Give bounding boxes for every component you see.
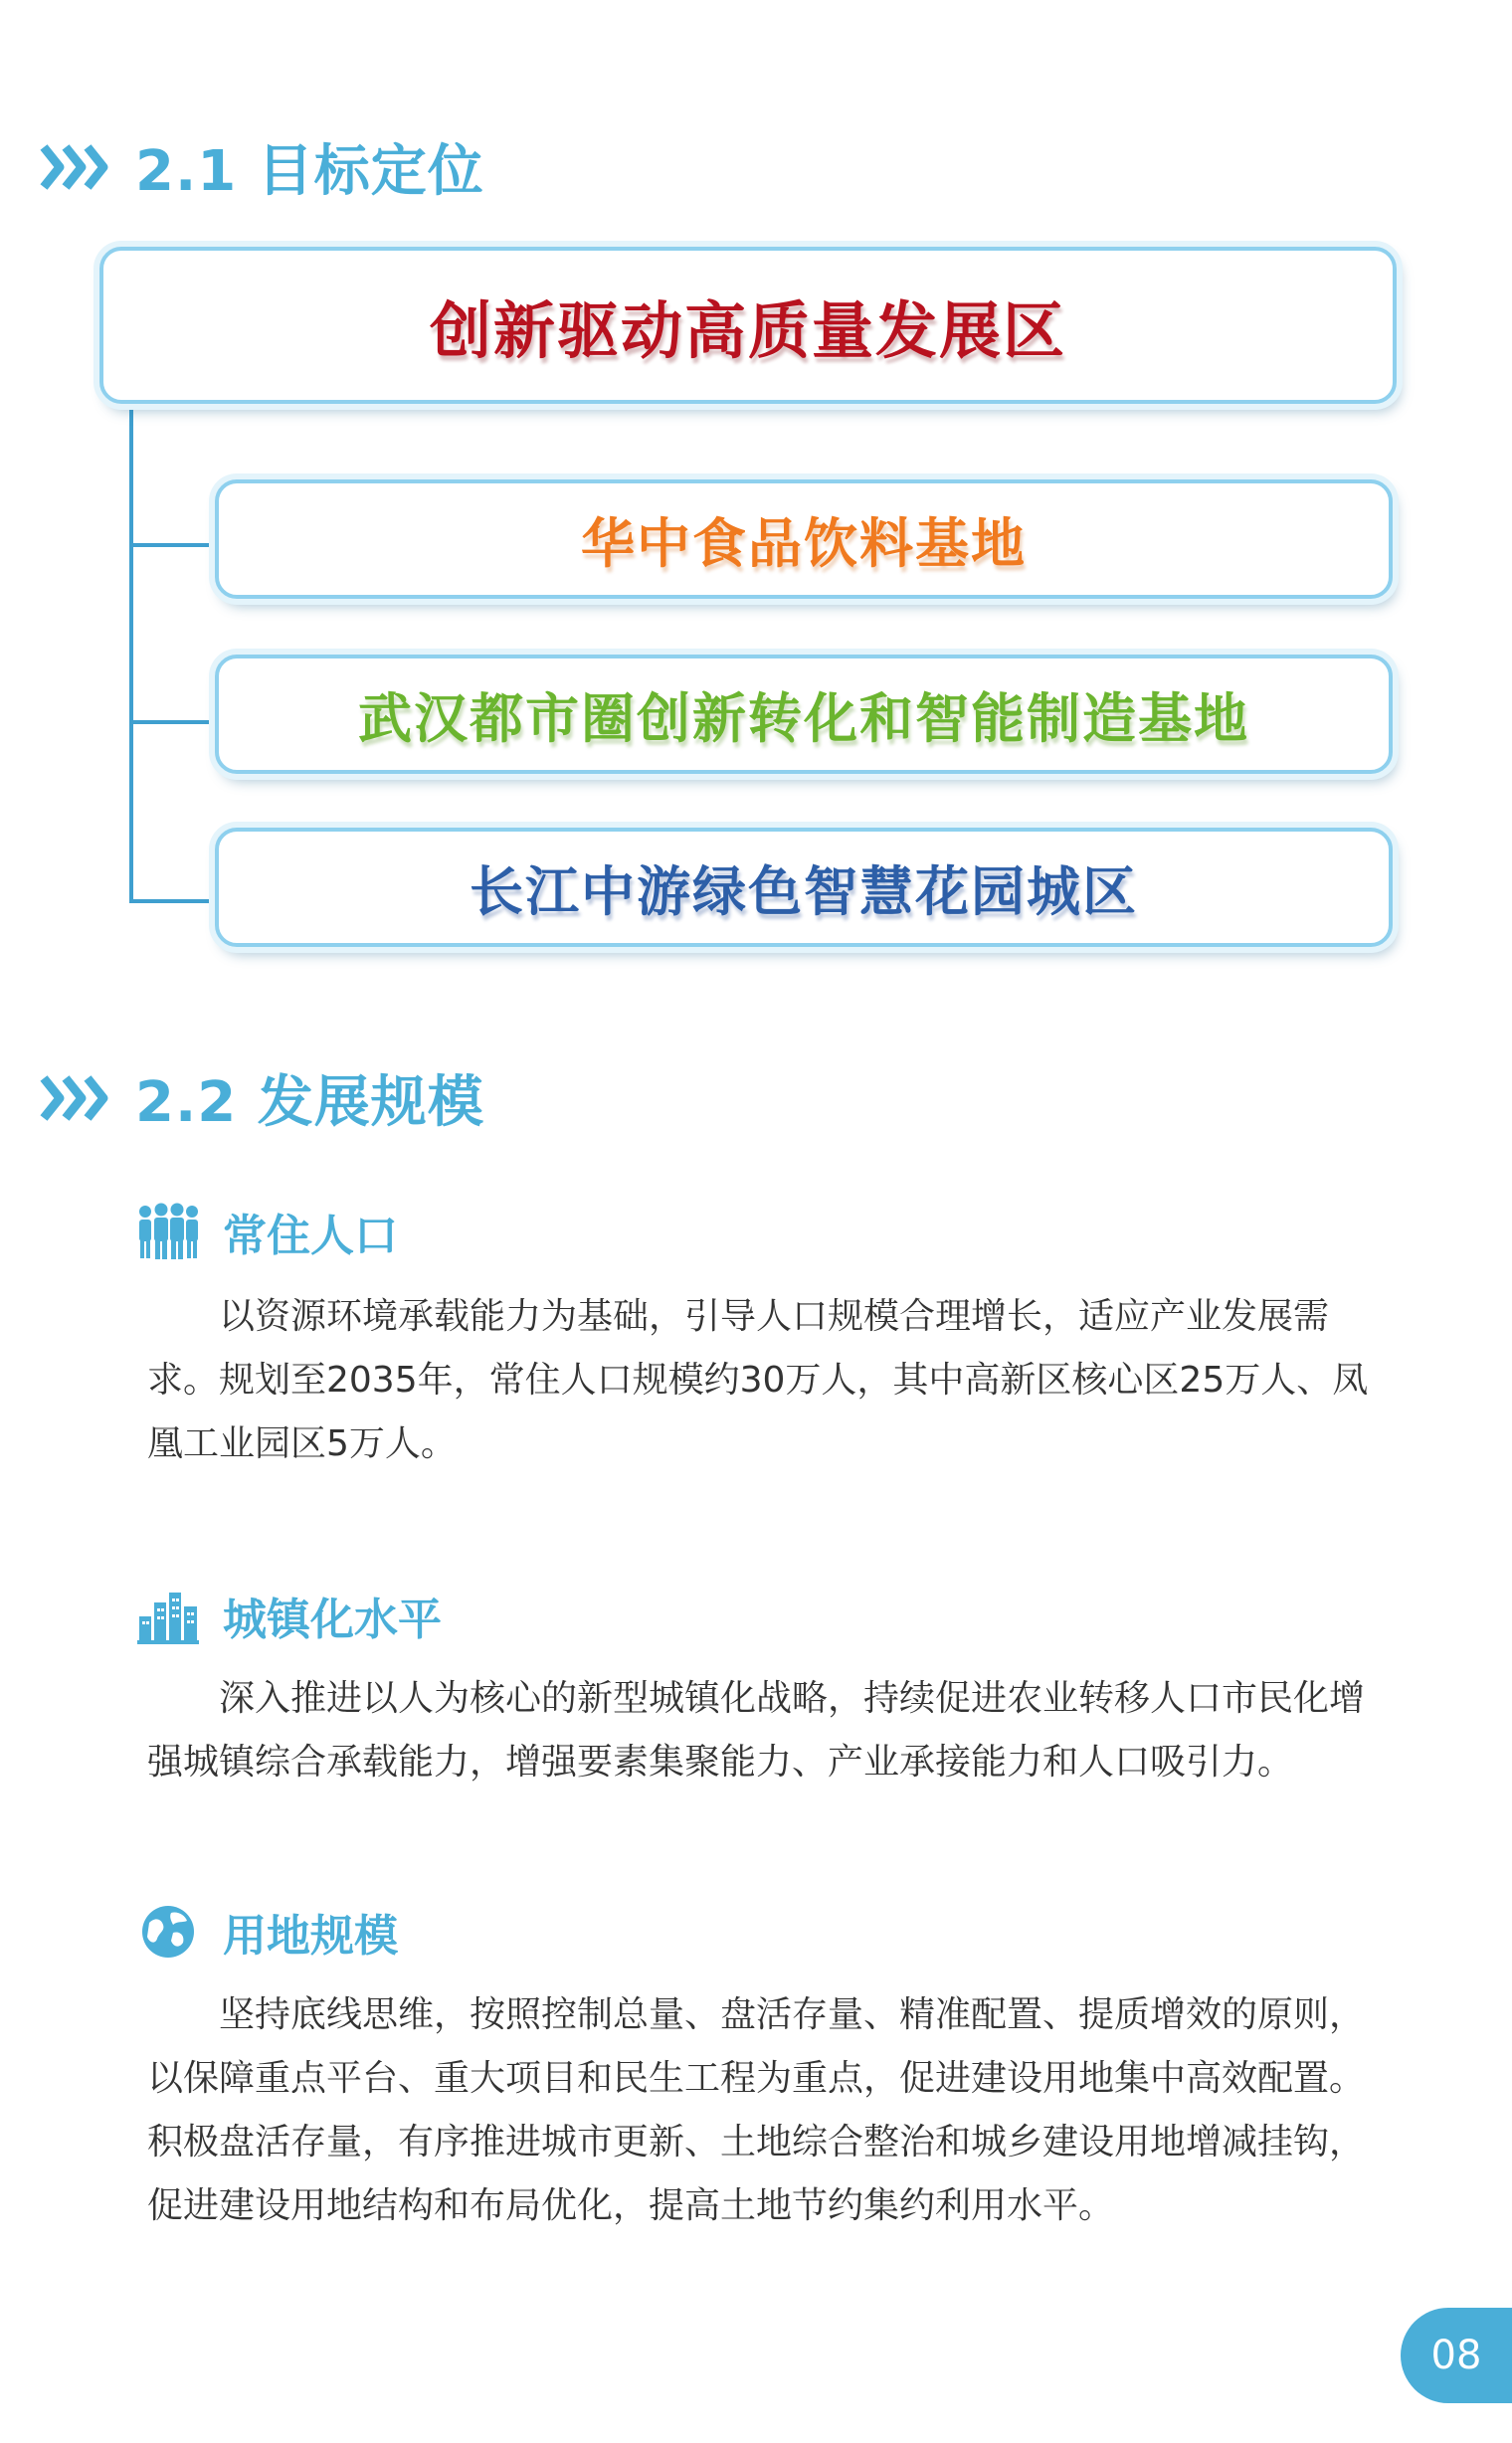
positioning-item-box: 长江中游绿色智慧花园城区 [215, 828, 1393, 947]
paragraph: 深入推进以人为核心的新型城镇化战略，持续促进农业转移人口市民化增强城镇综合承载能力，增强要素集聚能力、产业承接能力和人口吸引力。 [147, 1678, 1366, 1783]
section-title: 2.2 发展规模 [135, 1070, 484, 1135]
page-number: 08 [1401, 2308, 1512, 2403]
subsection-header [137, 1584, 442, 1647]
double-chevron-icon [40, 141, 117, 193]
section-header-2-1 [40, 127, 484, 207]
tree-connector-branch [129, 899, 217, 903]
globe-icon [137, 1903, 199, 1961]
buildings-icon [137, 1587, 199, 1644]
section-header-2-2 [40, 1058, 484, 1138]
tree-connector-vertical [129, 400, 133, 903]
positioning-item-box: 华中食品饮料基地 [215, 479, 1393, 599]
paragraph: 以资源环境承载能力为基础，引导人口规模合理增长，适应产业发展需求。规划至2035年，常住人口规模约30万人，其中高新区核心区25万人、凤凰工业园区5万人。 [147, 1296, 1369, 1464]
subsection-title: 用地规模 [223, 1911, 398, 1962]
tree-connector-branch [129, 543, 217, 547]
subsection-header [137, 1200, 398, 1263]
double-chevron-icon [40, 1072, 117, 1124]
people-icon [137, 1203, 199, 1260]
positioning-item-box: 武汉都市圈创新转化和智能制造基地 [215, 655, 1393, 774]
tree-connector-branch [129, 720, 217, 724]
subsection-title: 常住人口 [223, 1211, 398, 1261]
section-title: 2.1 目标定位 [135, 139, 484, 204]
subsection-header [137, 1900, 398, 1964]
subsection-title: 城镇化水平 [223, 1595, 442, 1645]
positioning-main-box: 创新驱动高质量发展区 [99, 247, 1397, 404]
paragraph: 坚持底线思维，按照控制总量、盘活存量、精准配置、提质增效的原则，以保障重点平台、重大项目和民生工程为重点，促进建设用地集中高效配置。积极盘活存量，有序推进城市更新、土地综合整治和城乡建设用地增减挂钩，促进建设用地结构和布局优化，提高土地节约集约利用水平。 [147, 1994, 1366, 2226]
